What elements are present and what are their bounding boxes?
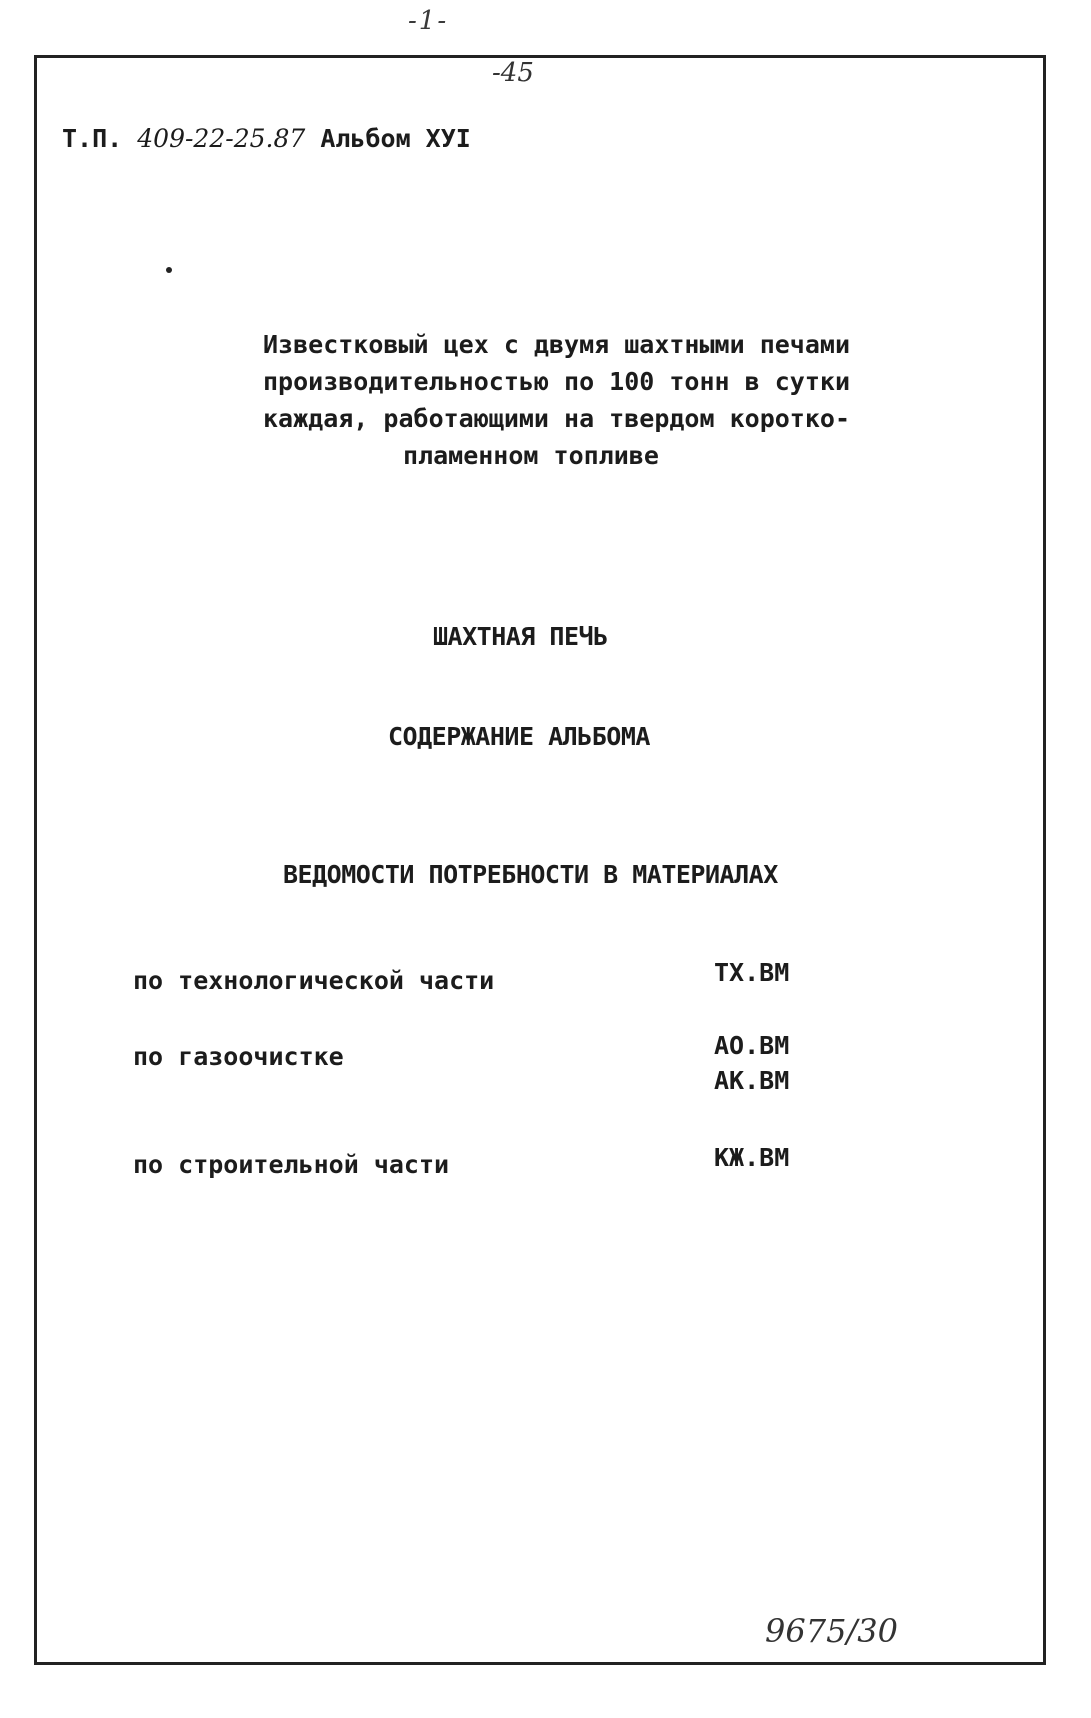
row-code-ao: АО.ВМ (714, 1031, 790, 1060)
album-label: Альбом ХУI (305, 124, 471, 153)
contents-title: СОДЕРЖАНИЕ АЛЬБОМА (388, 722, 650, 751)
top-page-mark: -1- (408, 6, 449, 36)
title-line-3: каждая, работающими на твердом коротко- (263, 404, 850, 433)
header-prefix: Т.П. (62, 124, 138, 153)
row-label-gas-cleaning: по газоочистке (133, 1042, 344, 1071)
row-code-tx: ТХ.ВМ (714, 958, 790, 987)
title-line-1: Известковый цех с двумя шахтными печами (263, 330, 850, 359)
title-line-2: производительностью по 100 тонн в сутки (263, 367, 850, 396)
statements-title: ВЕДОМОСТИ ПОТРЕБНОСТИ В МАТЕРИАЛАХ (283, 860, 778, 889)
section-title: ШАХТНАЯ ПЕЧЬ (433, 622, 608, 651)
row-label-technological: по технологической части (133, 966, 495, 995)
title-line-4: пламенном топливе (403, 441, 659, 470)
row-code-ak: АК.ВМ (714, 1066, 790, 1095)
project-title (263, 326, 883, 474)
row-code-kzh: КЖ.ВМ (714, 1143, 790, 1172)
project-code: 409-22-25.87 (137, 124, 306, 153)
ink-dot (166, 267, 172, 273)
page-number: -45 (492, 58, 534, 88)
document-header (62, 124, 471, 153)
inventory-number: 9675/30 (765, 1612, 898, 1650)
row-label-construction: по строительной части (133, 1150, 450, 1179)
